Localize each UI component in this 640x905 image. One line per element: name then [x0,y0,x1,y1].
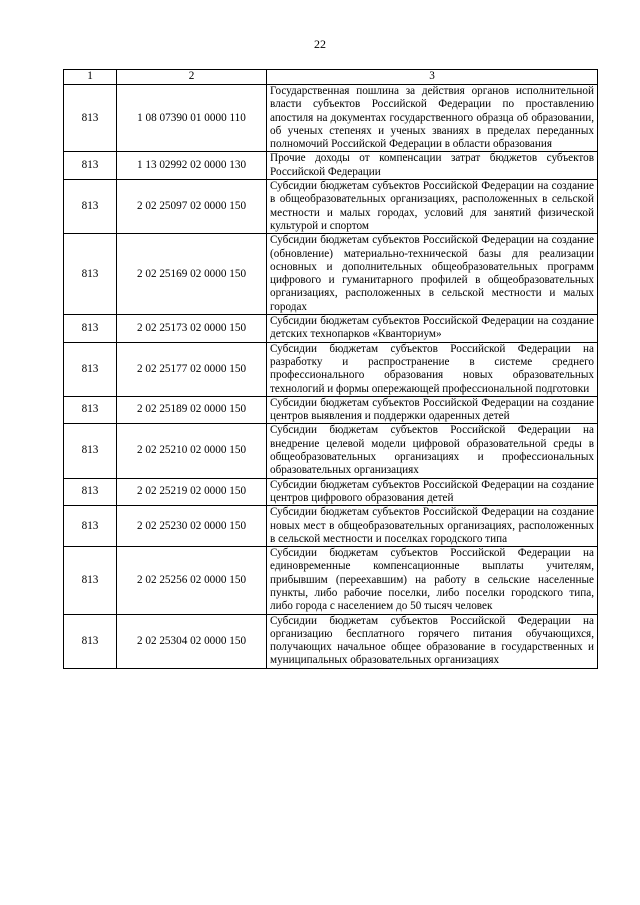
table-row [64,234,598,315]
admin-code-cell: 813 [64,424,117,478]
admin-code-cell: 813 [64,315,117,343]
table-row [64,152,598,180]
description-cell: Субсидии бюджетам субъектов Российской Федерации на создание центров цифрового образования детей [267,478,598,506]
description-cell: Субсидии бюджетам субъектов Российской Федерации на разработку и распространение в системе среднего профессионального образования новых образовательных технологий и формы опережающей профессиональной подготовки [267,342,598,396]
admin-code-cell: 813 [64,85,117,152]
description-cell: Субсидии бюджетам субъектов Российской Федерации на организацию бесплатного горячего питания обучающихся, получающих начальное общее образование в государственных и муниципальных образовательных организациях [267,614,598,668]
admin-code-cell: 813 [64,234,117,315]
admin-code-cell: 813 [64,152,117,180]
budget-code-cell: 1 08 07390 01 0000 110 [117,85,267,152]
budget-code-cell: 2 02 25210 02 0000 150 [117,424,267,478]
description-cell: Прочие доходы от компенсации затрат бюджетов субъектов Российской Федерации [267,152,598,180]
budget-code-cell: 2 02 25173 02 0000 150 [117,315,267,343]
description-cell: Субсидии бюджетам субъектов Российской Федерации на создание центров выявления и поддержки одаренных детей [267,396,598,424]
header-col-1: 1 [64,70,117,85]
description-cell: Субсидии бюджетам субъектов Российской Федерации на создание в общеобразовательных организациях, расположенных в сельской местности и малых городах, условий для занятий физической культурой и спортом [267,180,598,234]
admin-code-cell: 813 [64,547,117,614]
table-row [64,614,598,668]
budget-code-cell: 2 02 25097 02 0000 150 [117,180,267,234]
description-cell: Субсидии бюджетам субъектов Российской Федерации на внедрение целевой модели цифровой образовательной среды в общеобразовательных организациях и профессиональных образовательных организациях [267,424,598,478]
table-row [64,396,598,424]
budget-code-cell: 2 02 25219 02 0000 150 [117,478,267,506]
description-cell: Субсидии бюджетам субъектов Российской Федерации на единовременные компенсационные выплаты учителям, прибывшим (переехавшим) на работу в сельские населенные пункты, либо рабочие поселки, либо поселки городского типа, либо города с населением до 50 тысяч человек [267,547,598,614]
admin-code-cell: 813 [64,396,117,424]
budget-code-cell: 1 13 02992 02 0000 130 [117,152,267,180]
table-row [64,342,598,396]
table-header-row [64,70,598,85]
admin-code-cell: 813 [64,614,117,668]
table-row [64,85,598,152]
description-cell: Субсидии бюджетам субъектов Российской Федерации на создание (обновление) материально-технической базы для реализации основных и дополнительных общеобразовательных программ цифрового и гуманитарного профилей в общеобразовательных организациях, расположенных в сельской местности и малых городах [267,234,598,315]
page-number: 22 [314,37,326,51]
admin-code-cell: 813 [64,342,117,396]
budget-code-cell: 2 02 25230 02 0000 150 [117,506,267,547]
budget-code-cell: 2 02 25169 02 0000 150 [117,234,267,315]
budget-classification-table [63,69,598,669]
description-cell: Субсидии бюджетам субъектов Российской Федерации на создание новых мест в общеобразовательных организациях, расположенных в сельской местности и поселках городского типа [267,506,598,547]
admin-code-cell: 813 [64,180,117,234]
description-cell: Субсидии бюджетам субъектов Российской Федерации на создание детских технопарков «Кванториум» [267,315,598,343]
budget-code-cell: 2 02 25177 02 0000 150 [117,342,267,396]
budget-code-cell: 2 02 25304 02 0000 150 [117,614,267,668]
admin-code-cell: 813 [64,478,117,506]
header-col-2: 2 [117,70,267,85]
table-row [64,547,598,614]
table-row [64,424,598,478]
budget-code-cell: 2 02 25189 02 0000 150 [117,396,267,424]
budget-code-cell: 2 02 25256 02 0000 150 [117,547,267,614]
description-cell: Государственная пошлина за действия органов исполнительной власти субъектов Российской Федерации по проставлению апостиля на документах государственного образца об образовании, об ученых степенях и ученых званиях в пределах переданных полномочий Российской Федерации в области образования [267,85,598,152]
table-row [64,478,598,506]
table-row [64,315,598,343]
header-col-3: 3 [267,70,598,85]
table-row [64,180,598,234]
table-row [64,506,598,547]
admin-code-cell: 813 [64,506,117,547]
